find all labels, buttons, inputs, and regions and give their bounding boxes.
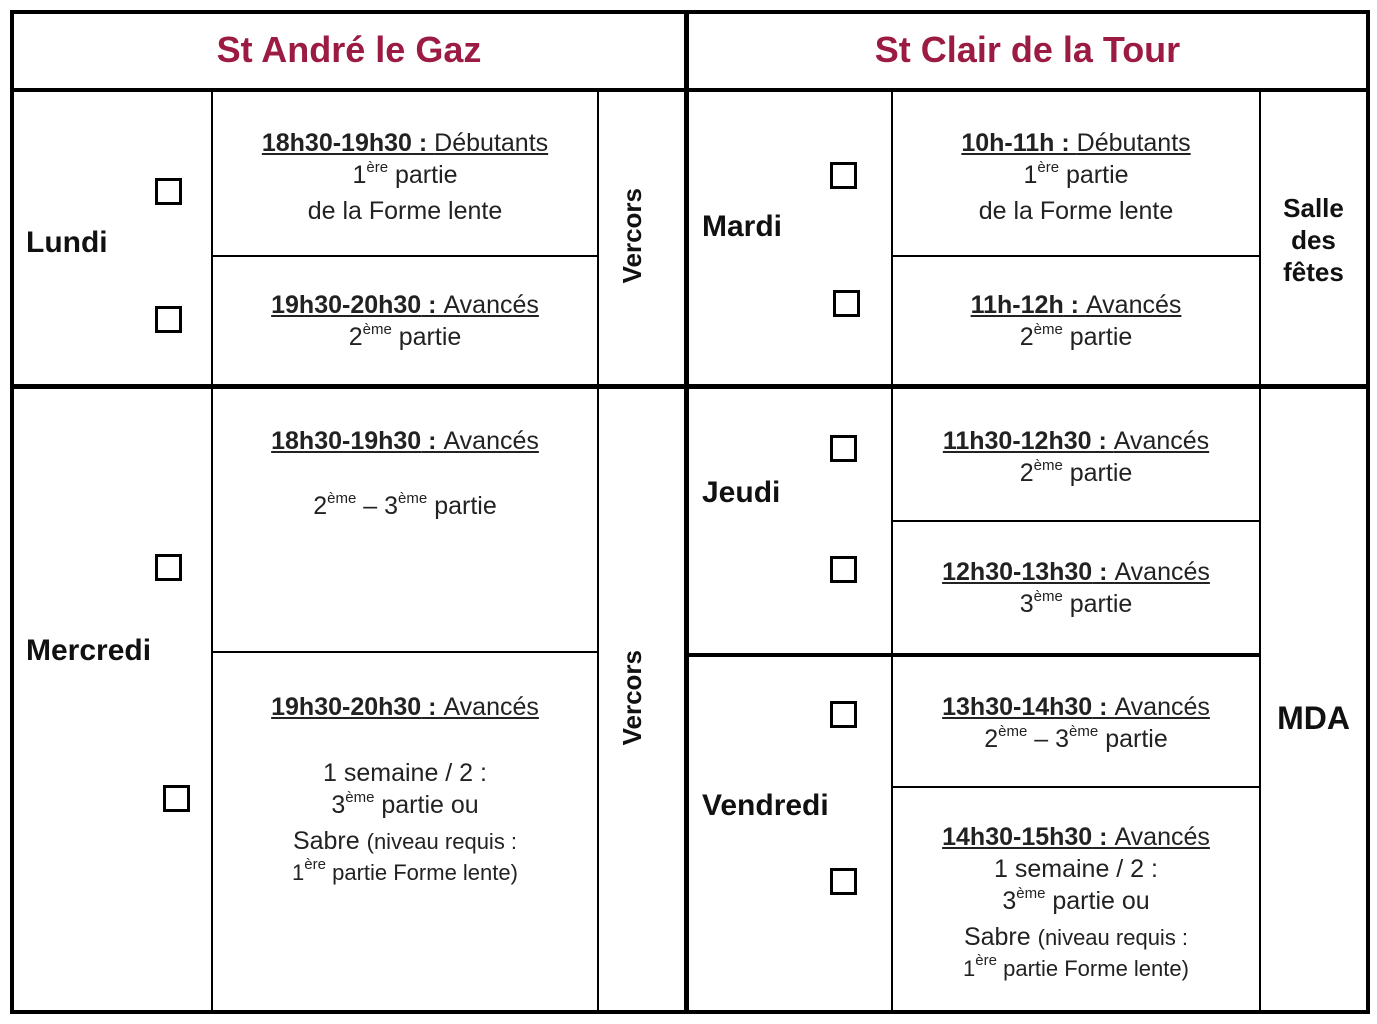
day-mercredi: Mercredi	[26, 634, 152, 667]
checkbox-lundi-1[interactable]	[155, 178, 182, 205]
checkbox-mercredi-2[interactable]	[163, 785, 190, 812]
slot-jeudi-2: 12h30-13h30 : Avancés 3ème partie	[942, 558, 1210, 618]
slot-vendredi-2: 14h30-15h30 : Avancés 1 semaine / 2 : 3ème partie ou Sabre (niveau requis : 1ère partie Forme lente)	[942, 823, 1210, 981]
location-mercredi: Vercors	[617, 650, 647, 746]
day-mardi: Mardi	[702, 210, 783, 243]
slot-mercredi-2: 19h30-20h30 : Avancés 1 semaine / 2 : 3ème partie ou Sabre (niveau requis : 1ère partie Forme lente)	[271, 693, 539, 885]
location-mda: MDA	[1277, 700, 1350, 736]
header-st-andre: St André le Gaz	[216, 29, 482, 70]
slot-mardi-1: 10h-11h : Débutants 1ère partie de la Forme lente	[961, 129, 1191, 225]
checkbox-mardi-2[interactable]	[833, 290, 860, 317]
checkbox-jeudi-2[interactable]	[830, 556, 857, 583]
slot-lundi-1: 18h30-19h30 : Débutants 1ère partie de la Forme lente	[261, 129, 549, 225]
checkbox-mardi-1[interactable]	[830, 162, 857, 189]
checkbox-jeudi-1[interactable]	[830, 435, 857, 462]
location-mardi: Salle des fêtes	[1283, 193, 1344, 287]
slot-mercredi-1: 18h30-19h30 : Avancés 2ème – 3ème partie	[271, 427, 539, 520]
checkbox-vendredi-2[interactable]	[830, 868, 857, 895]
slot-jeudi-1: 11h30-12h30 : Avancés 2ème partie	[942, 427, 1210, 487]
slot-lundi-2: 19h30-20h30 : Avancés 2ème partie	[271, 291, 539, 351]
checkbox-vendredi-1[interactable]	[830, 701, 857, 728]
checkbox-lundi-2[interactable]	[155, 306, 182, 333]
day-jeudi: Jeudi	[702, 476, 781, 509]
slot-vendredi-1: 13h30-14h30 : Avancés 2ème – 3ème partie	[942, 693, 1210, 753]
checkbox-mercredi-1[interactable]	[155, 554, 182, 581]
header-st-clair: St Clair de la Tour	[874, 29, 1181, 70]
day-vendredi: Vendredi	[702, 789, 829, 822]
location-lundi: Vercors	[617, 188, 647, 284]
day-lundi: Lundi	[26, 226, 108, 259]
slot-mardi-2: 11h-12h : Avancés 2ème partie	[970, 291, 1182, 351]
